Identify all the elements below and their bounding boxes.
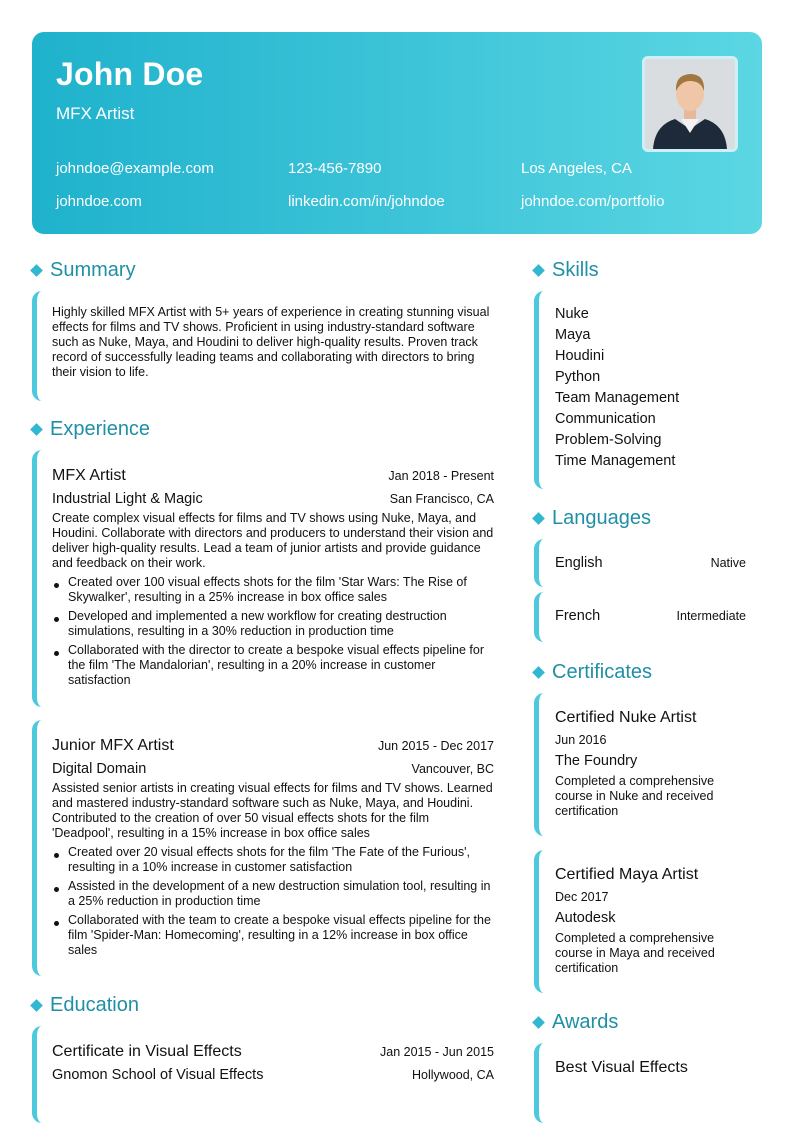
resume-header <box>32 32 762 234</box>
profile-photo <box>642 56 738 152</box>
certificate-item <box>534 693 750 836</box>
company-name: Industrial Light & Magic <box>52 491 203 507</box>
achievement-item: Developed and implemented a new workflow for creating destruction simulations, resulting in a 30% reduction in production time <box>52 609 494 639</box>
skill-item: Time Management <box>555 453 676 469</box>
section-title-languages: Languages <box>534 507 651 530</box>
achievement-item: Assisted in the development of a new destruction simulation tool, resulting in a 25% reduction in production time <box>52 879 494 909</box>
education-item <box>32 1026 498 1123</box>
experience-item <box>32 720 498 976</box>
section-title-experience: Experience <box>32 418 150 441</box>
achievement-item: Created over 100 visual effects shots for the film 'Star Wars: The Rise of Skywalker', resulting in a 25% increase in box office sales <box>52 575 494 605</box>
skill-item: Houdini <box>555 348 605 364</box>
section-title-summary: Summary <box>32 259 136 282</box>
language-name: English <box>555 555 603 571</box>
school-name: Gnomon School of Visual Effects <box>52 1067 264 1083</box>
language-item <box>534 592 750 642</box>
job-dates: Jan 2018 - Present <box>388 469 494 483</box>
job-title: MFX Artist <box>52 467 126 484</box>
certificate-description: Completed a comprehensive course in Maya and received certification <box>555 931 715 975</box>
skill-item: Problem-Solving <box>555 432 662 448</box>
language-level: Intermediate <box>676 609 746 623</box>
skill-item: Communication <box>555 411 656 427</box>
contact-linkedin[interactable]: linkedin.com/in/johndoe <box>288 193 445 210</box>
company-name: Digital Domain <box>52 761 147 777</box>
certificate-issuer: Autodesk <box>555 910 616 926</box>
diamond-icon <box>532 264 545 277</box>
school-location: Hollywood, CA <box>412 1068 494 1082</box>
skill-item: Maya <box>555 327 591 343</box>
skills-list <box>534 291 750 489</box>
job-description: Create complex visual effects for films and TV shows using Nuke, Maya, and Houdini. Collaborate with directors and producers to understand their vision and deliver high-quality results. Lead a team of junior artists and provide guidance and feedback on their work. <box>52 511 494 570</box>
achievement-item: Collaborated with the director to create a bespoke visual effects pipeline for the film 'The Mandalorian', resulting in a 20% increase in customer satisfaction <box>52 643 494 688</box>
section-title-certificates: Certificates <box>534 661 652 684</box>
job-dates: Jun 2015 - Dec 2017 <box>377 739 494 753</box>
award-title: Best Visual Effects <box>555 1059 688 1076</box>
language-item <box>534 539 750 587</box>
job-location: San Francisco, CA <box>389 492 494 506</box>
job-description: Assisted senior artists in creating visual effects for films and TV shows. Learned and mastered industry-standard software such as Nuke, Maya, and Houdini. Contributed to the creation of over 50 visual effects shots for the film 'Deadpool', resulting in a 15% increase in box office sales <box>52 781 493 840</box>
certificate-date: Jun 2016 <box>555 733 607 747</box>
degree-title: Certificate in Visual Effects <box>52 1043 242 1060</box>
award-item <box>534 1043 750 1123</box>
diamond-icon <box>30 423 43 436</box>
diamond-icon <box>30 999 43 1012</box>
contact-phone[interactable]: 123-456-7890 <box>288 160 382 177</box>
skill-item: Nuke <box>555 306 589 322</box>
skill-item: Team Management <box>555 390 680 406</box>
certificate-title: Certified Nuke Artist <box>555 709 697 726</box>
language-level: Native <box>710 556 746 570</box>
avatar <box>645 59 735 149</box>
experience-item <box>32 450 498 707</box>
certificate-description: Completed a comprehensive course in Nuke and received certification <box>555 774 715 818</box>
contact-portfolio[interactable]: johndoe.com/portfolio <box>521 193 665 210</box>
job-title: Junior MFX Artist <box>52 737 174 754</box>
certificate-issuer: The Foundry <box>555 753 638 769</box>
job-location: Vancouver, BC <box>411 762 494 776</box>
section-title-skills: Skills <box>534 259 599 282</box>
certificate-item <box>534 850 750 993</box>
contact-location: Los Angeles, CA <box>521 160 632 177</box>
contact-website[interactable]: johndoe.com <box>56 193 142 210</box>
achievement-item: Collaborated with the team to create a bespoke visual effects pipeline for the film 'Spider-Man: Homecoming', resulting in a 12% increase in box office sales <box>52 913 494 958</box>
certificate-title: Certified Maya Artist <box>555 866 699 883</box>
section-title-awards: Awards <box>534 1011 618 1034</box>
diamond-icon <box>30 264 43 277</box>
skill-item: Python <box>555 369 601 385</box>
section-title-education: Education <box>32 994 139 1017</box>
achievement-item: Created over 20 visual effects shots for the film 'The Fate of the Furious', resulting in a 10% increase in customer satisfaction <box>52 845 494 875</box>
diamond-icon <box>532 666 545 679</box>
candidate-name: John Doe <box>56 56 204 92</box>
achievement-list <box>52 575 494 688</box>
contact-email[interactable]: johndoe@example.com <box>56 160 214 177</box>
summary-text: Highly skilled MFX Artist with 5+ years of experience in creating stunning visual effects for films and TV shows. Proficient in using industry-standard software such as Nuke, Maya, and Houdini to deliver high-quality results. Proven track record of successfully leading teams and collaborating with directors to bring their vision to life. <box>52 305 490 379</box>
language-name: French <box>555 608 601 624</box>
education-dates: Jan 2015 - Jun 2015 <box>380 1045 494 1059</box>
achievement-list <box>52 845 494 958</box>
certificate-date: Dec 2017 <box>555 890 609 904</box>
summary-block <box>32 291 498 401</box>
candidate-role: MFX Artist <box>56 104 135 123</box>
diamond-icon <box>532 512 545 525</box>
diamond-icon <box>532 1016 545 1029</box>
